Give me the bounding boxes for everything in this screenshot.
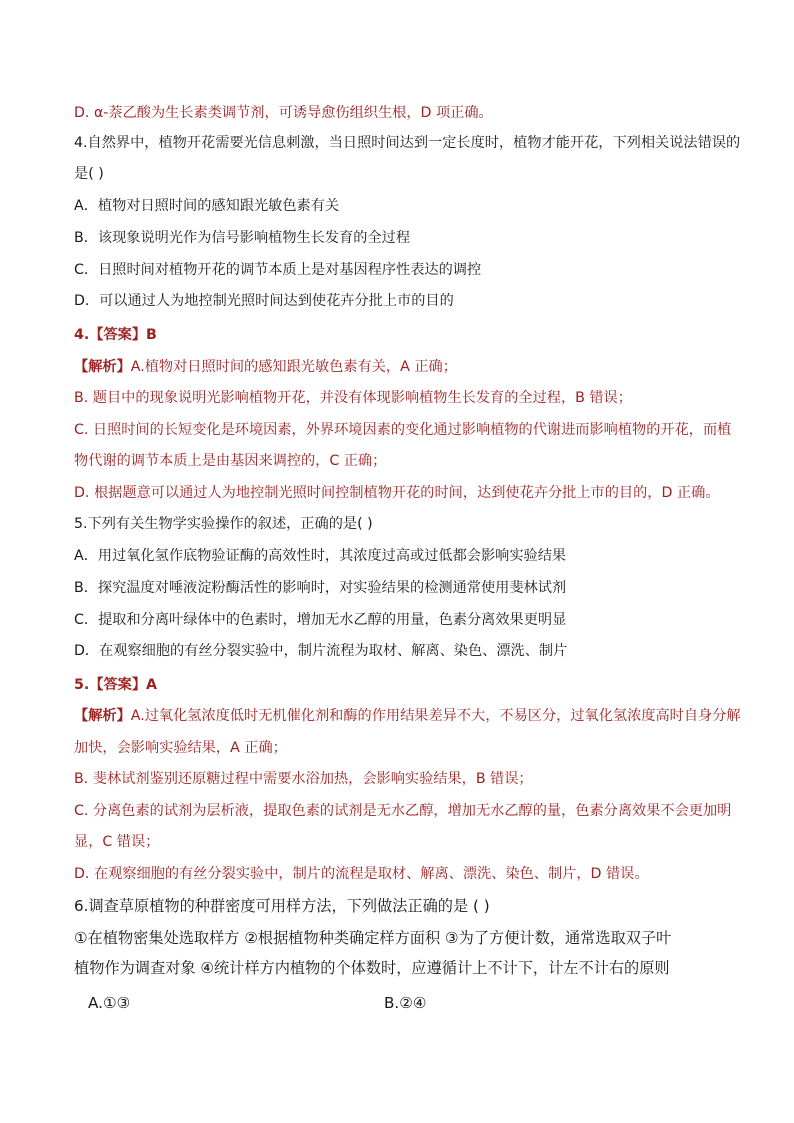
q5-answer <box>74 675 157 695</box>
q5-analysis-a-line2 <box>74 738 287 758</box>
analysis-label: 【解析】 <box>74 359 131 375</box>
text-run: D. 根据题意可以通过人为地控制光照时间控制植物开花的时间，达到使花卉分批上市的目的，D 正确。 <box>74 485 720 501</box>
text-run: ①在植物密集处选取样方 ②根据植物种类确定样方面积 ③为了方便计数，通常选取双子叶 <box>74 929 672 947</box>
q4-analysis-a <box>74 357 457 377</box>
q4-stem-line2 <box>74 164 104 184</box>
text-run: 6.调查草原植物的种群密度可用样方法，下列做法正确的是 ( ) <box>74 897 490 915</box>
text-run: D．在观察细胞的有丝分裂实验中，制片流程为取材、解离、染色、漂洗、制片 <box>74 643 568 659</box>
text-run: A.①③ <box>88 994 131 1012</box>
q4-option-d <box>74 291 454 311</box>
q4-answer <box>74 325 157 345</box>
text-run: A．植物对日照时间的感知跟光敏色素有关 <box>74 198 340 214</box>
q5-option-a <box>74 546 566 566</box>
text-run: 显，C 错误； <box>74 834 160 850</box>
text-run: 4.【答案】B <box>74 327 157 343</box>
q5-analysis-c-line1 <box>74 801 731 821</box>
q6-stem <box>74 896 490 916</box>
text-run: B. 题目中的现象说明光影响植物开花，并没有体现影响植物生长发育的全过程，B 错误； <box>74 390 632 406</box>
text-run: C. 分离色素的试剂为层析液，提取色素的试剂是无水乙醇，增加无水乙醇的量，色素分离效果不会更加明 <box>74 803 732 819</box>
q6-option-a <box>88 993 130 1013</box>
q5-option-b <box>74 578 566 598</box>
q4-analysis-d <box>74 483 719 503</box>
text-run: C．提取和分离叶绿体中的色素时，增加无水乙醇的用量，色素分离效果更明显 <box>74 612 567 628</box>
q4-analysis-c-line1 <box>74 420 731 440</box>
text-run: B．探究温度对唾液淀粉酶活性的影响时，对实验结果的检测通常使用斐林试剂 <box>74 580 567 596</box>
q5-analysis-a-line1 <box>74 706 741 726</box>
q5-stem <box>74 514 373 534</box>
q5-analysis-c-line2 <box>74 832 159 852</box>
q5-option-d <box>74 641 567 661</box>
q4-stem-line1 <box>74 133 740 153</box>
text-run: B. 斐林试剂鉴别还原糖过程中需要水浴加热，会影响实验结果，B 错误； <box>74 771 533 787</box>
q4-option-c <box>74 260 481 280</box>
q5-analysis-b <box>74 769 533 789</box>
q5-analysis-d <box>74 864 649 884</box>
text-run: A.过氧化氢浓度低时无机催化剂和酶的作用结果差异不大，不易区分，过氧化氢浓度高时自身分解 <box>130 708 741 724</box>
q3-explanation-d <box>74 103 493 123</box>
text-run: D. α-萘乙酸为生长素类调节剂，可诱导愈伤组织生根，D 项正确。 <box>74 105 493 121</box>
text-run: A．用过氧化氢作底物验证酶的高效性时，其浓度过高或过低都会影响实验结果 <box>74 548 567 564</box>
text-run: 加快，会影响实验结果，A 正确； <box>74 740 287 756</box>
text-run: B.②④ <box>384 994 427 1012</box>
q6-statements-line1 <box>74 928 671 948</box>
analysis-label: 【解析】 <box>74 708 131 724</box>
q6-option-b <box>384 993 426 1013</box>
text-run: D．可以通过人为地控制光照时间达到使花卉分批上市的目的 <box>74 293 454 309</box>
q5-option-c <box>74 610 566 630</box>
text-run: 4.自然界中，植物开花需要光信息刺激，当日照时间达到一定长度时，植物才能开花，下列相关说法错误的 <box>74 135 741 151</box>
q4-analysis-c-line2 <box>74 451 386 471</box>
text-run: 植物作为调查对象 ④统计样方内植物的个体数时，应遵循计上不计下，计左不计右的原则 <box>74 959 670 977</box>
q4-analysis-b <box>74 388 632 408</box>
text-run: C．日照时间对植物开花的调节本质上是对基因程序性表达的调控 <box>74 262 482 278</box>
text-run: 物代谢的调节本质上是由基因来调控的，C 正确； <box>74 453 387 469</box>
text-run: 是( ) <box>74 166 104 182</box>
q4-option-b <box>74 228 410 248</box>
text-run: 5.下列有关生物学实验操作的叙述，正确的是( ) <box>74 516 373 532</box>
text-run: 5.【答案】A <box>74 677 157 693</box>
q4-option-a <box>74 196 339 216</box>
text-run: D. 在观察细胞的有丝分裂实验中，制片的流程是取材、解离、漂洗、染色、制片，D 错误。 <box>74 866 649 882</box>
text-run: B．该现象说明光作为信号影响植物生长发育的全过程 <box>74 230 411 246</box>
text-run: A.植物对日照时间的感知跟光敏色素有关，A 正确； <box>130 359 457 375</box>
q6-statements-line2 <box>74 958 670 978</box>
text-run: C. 日照时间的长短变化是环境因素，外界环境因素的变化通过影响植物的代谢进而影响植物的开花，而植 <box>74 422 732 438</box>
